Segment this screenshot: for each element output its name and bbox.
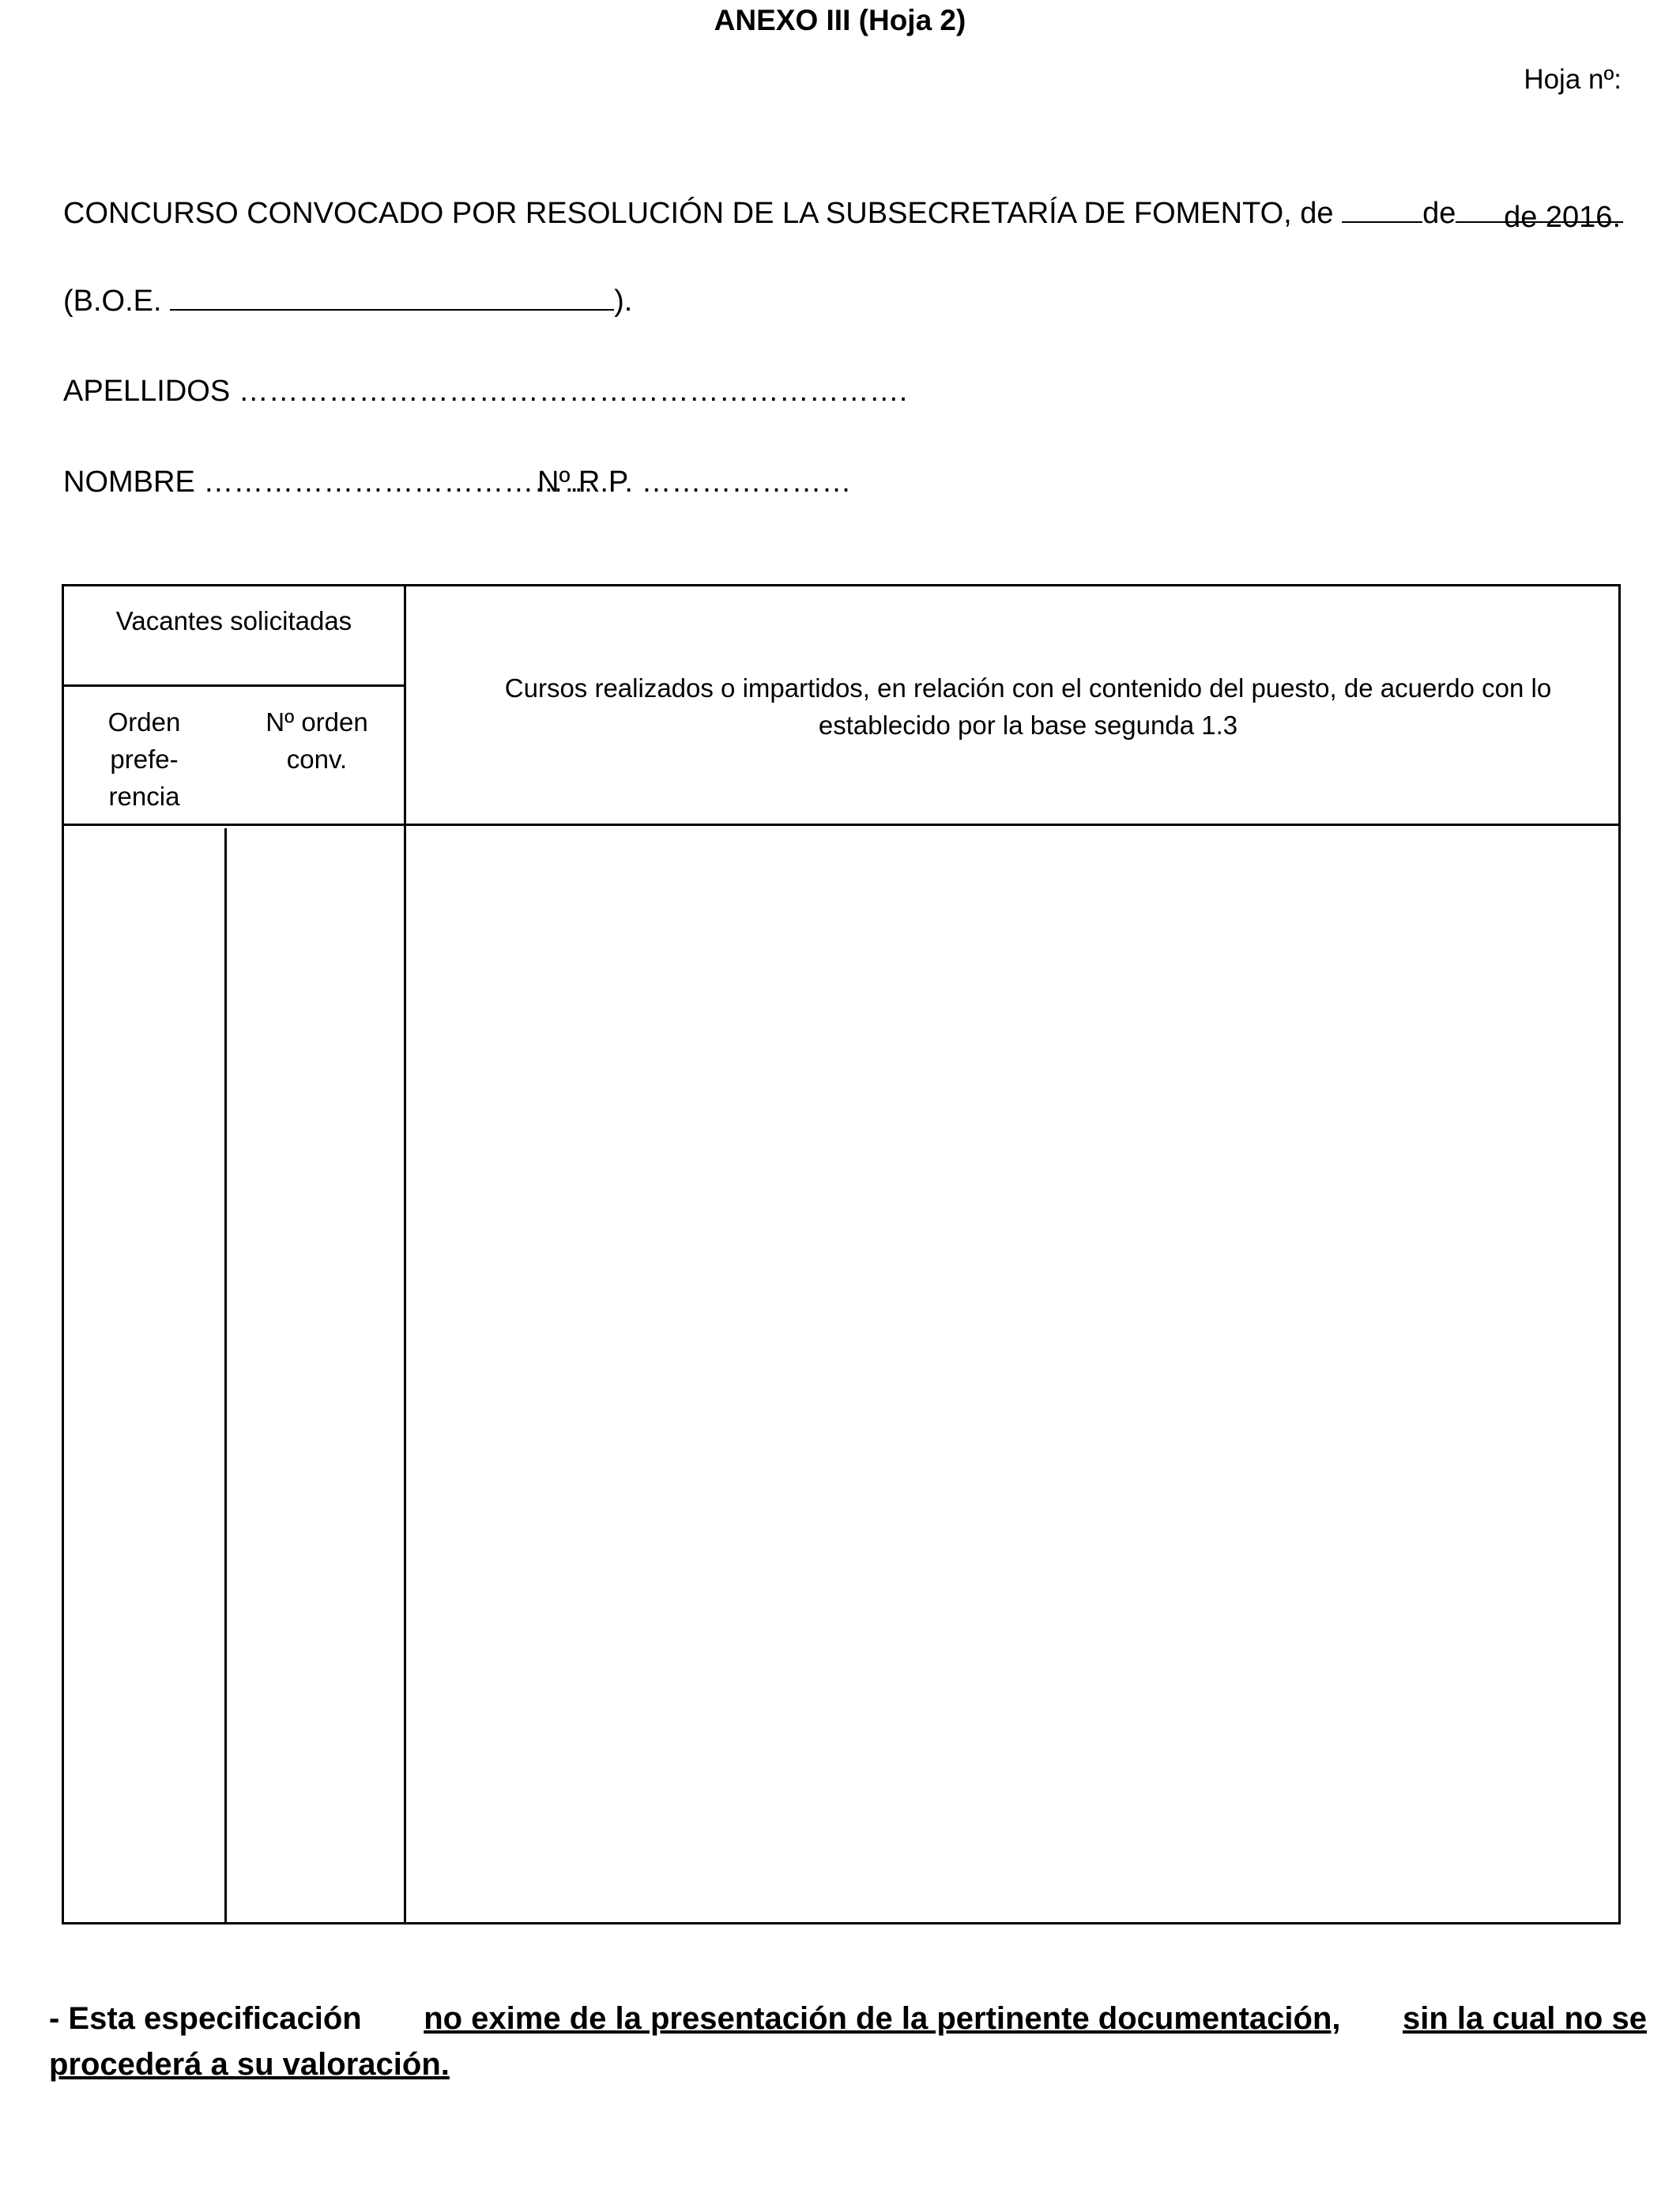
footer-note: [49, 1996, 1647, 2087]
header-bottom-border: [64, 824, 1618, 826]
footer-dash-text: - Esta especificación: [49, 2001, 362, 2036]
nombre-line[interactable]: NOMBRE …………………………………: [63, 466, 594, 499]
courses-table: [62, 584, 1621, 1924]
apellidos-line[interactable]: APELLIDOS ………………………………………………………….: [63, 375, 908, 408]
day-blank-field[interactable]: [1342, 194, 1422, 223]
concurso-line: [63, 194, 1623, 233]
de-label: de: [1422, 197, 1456, 230]
orden-conv-header: Nº orden conv.: [266, 707, 368, 774]
orden-preferencia-cell[interactable]: [64, 828, 224, 1922]
cursos-header: Cursos realizados o impartidos, en relación con el contenido del puesto, de acuerdo con lo establecido por la base segunda 1.3: [504, 673, 1552, 740]
boe-line: [63, 281, 632, 321]
year-suffix: de 2016.: [1504, 201, 1621, 234]
boe-suffix: ).: [614, 285, 633, 318]
page-title: ANEXO III (Hoja 2): [714, 4, 966, 36]
concurso-prefix: CONCURSO CONVOCADO POR RESOLUCIÓN DE LA SUBSECRETARÍA DE FOMENTO, de: [63, 197, 1334, 230]
orden-conv-cell[interactable]: [227, 828, 404, 1922]
footer-underlined-1: no exime de la presentación de la pertinente documentación,: [424, 2001, 1341, 2036]
cursos-cell[interactable]: [406, 828, 1618, 1922]
footer-underlined-3: procederá a su valoración.: [49, 2047, 450, 2082]
boe-prefix: (B.O.E.: [63, 285, 162, 318]
orden-preferencia-header: Orden prefe- rencia: [107, 707, 181, 811]
footer-underlined-2: sin la cual no se: [1402, 2001, 1647, 2036]
nrp-line[interactable]: Nº.R.P. …………………: [537, 466, 852, 499]
vacantes-divider: [64, 684, 404, 687]
vacantes-header: Vacantes solicitadas: [115, 606, 352, 635]
boe-blank-field[interactable]: [170, 282, 614, 311]
sheet-number-label: Hoja nº:: [1524, 64, 1622, 95]
